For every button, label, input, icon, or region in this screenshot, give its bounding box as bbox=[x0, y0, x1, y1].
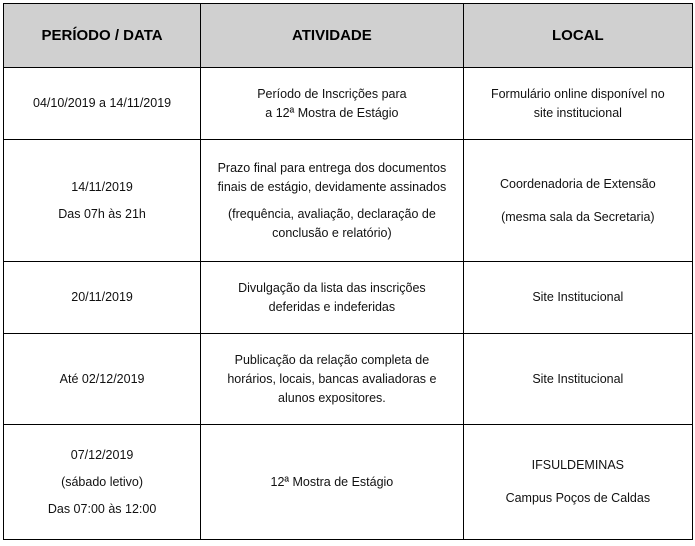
cell-text: 07/12/2019 bbox=[70, 447, 134, 462]
table-row bbox=[4, 425, 693, 540]
cell-local bbox=[463, 425, 692, 540]
cell-periodo bbox=[4, 140, 201, 262]
cell-local bbox=[463, 140, 692, 262]
cell-text: 12ª Mostra de Estágio bbox=[270, 474, 394, 489]
table-row bbox=[4, 68, 693, 140]
cell-text: a 12ª Mostra de Estágio bbox=[265, 105, 399, 120]
cell-periodo bbox=[4, 68, 201, 140]
header-periodo: PERÍODO / DATA bbox=[4, 4, 201, 68]
cell-text: conclusão e relatório) bbox=[272, 225, 392, 240]
cell-text: 04/10/2019 a 14/11/2019 bbox=[33, 96, 172, 110]
header-atividade: ATIVIDADE bbox=[201, 4, 464, 68]
table-row bbox=[4, 140, 693, 262]
cell-atividade bbox=[201, 425, 464, 540]
header-local: LOCAL bbox=[463, 4, 692, 68]
cell-text: Campus Poços de Caldas bbox=[505, 491, 651, 505]
cell-text: horários, locais, bancas avaliadoras e bbox=[227, 371, 437, 386]
cell-local bbox=[463, 334, 692, 425]
cell-text: Das 07:00 às 12:00 bbox=[47, 501, 157, 516]
cell-atividade bbox=[201, 262, 464, 334]
header-row bbox=[4, 4, 693, 68]
cell-text: Site Institucional bbox=[532, 371, 624, 386]
table-row bbox=[4, 334, 693, 425]
cell-text: Das 07h às 21h bbox=[58, 206, 146, 221]
cell-periodo bbox=[4, 262, 201, 334]
cell-text: (mesma sala da Secretaria) bbox=[501, 209, 655, 224]
cell-local bbox=[463, 262, 692, 334]
cell-text: 14/11/2019 bbox=[71, 179, 133, 194]
table-row bbox=[4, 262, 693, 334]
cell-text: Publicação da relação completa de bbox=[234, 352, 430, 367]
cell-periodo bbox=[4, 334, 201, 425]
cell-text: 20/11/2019 bbox=[71, 290, 133, 304]
cell-text: Site Institucional bbox=[532, 290, 624, 304]
cell-text: Formulário online disponível no bbox=[490, 86, 665, 101]
cell-text: Prazo final para entrega dos documentos bbox=[217, 160, 447, 175]
cell-atividade bbox=[201, 334, 464, 425]
cell-text: Até 02/12/2019 bbox=[59, 371, 145, 386]
cell-text: site institucional bbox=[533, 105, 622, 120]
cell-text: (frequência, avaliação, declaração de bbox=[228, 206, 436, 221]
cell-text: finais de estágio, devidamente assinados bbox=[217, 179, 447, 194]
cell-text: deferidas e indeferidas bbox=[268, 299, 396, 314]
cell-text: Período de Inscrições para bbox=[257, 86, 407, 101]
cell-periodo bbox=[4, 425, 201, 540]
cell-local bbox=[463, 68, 692, 140]
cell-text: IFSULDEMINAS bbox=[531, 458, 625, 472]
cell-atividade bbox=[201, 140, 464, 262]
cell-text: alunos expositores. bbox=[278, 390, 386, 405]
cell-text: Divulgação da lista das inscrições bbox=[238, 280, 426, 295]
schedule-table bbox=[3, 3, 693, 540]
cell-text: (sábado letivo) bbox=[61, 474, 144, 489]
cell-atividade bbox=[201, 68, 464, 140]
cell-text: Coordenadoria de Extensão bbox=[499, 176, 656, 191]
